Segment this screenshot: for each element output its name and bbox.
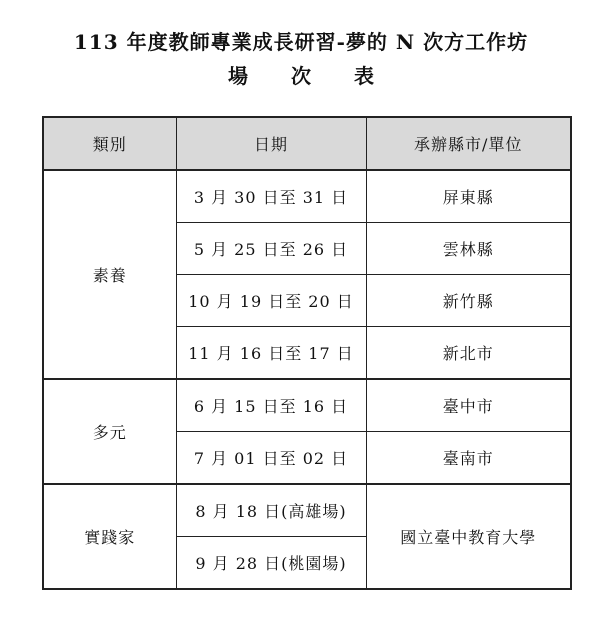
host-cell: 臺中市	[366, 379, 571, 432]
host-cell: 屏東縣	[366, 170, 571, 223]
date-cell: 9 月 28 日(桃園場)	[176, 537, 366, 590]
host-cell: 臺南市	[366, 432, 571, 485]
host-cell: 新北市	[366, 327, 571, 380]
header-date: 日期	[176, 117, 366, 170]
header-host: 承辦縣市/單位	[366, 117, 571, 170]
date-cell: 8 月 18 日(高雄場)	[176, 484, 366, 537]
date-cell: 5 月 25 日至 26 日	[176, 223, 366, 275]
document-subtitle: 場 次 表	[228, 64, 392, 88]
host-cell: 新竹縣	[366, 275, 571, 327]
date-cell: 7 月 01 日至 02 日	[176, 432, 366, 485]
date-cell: 10 月 19 日至 20 日	[176, 275, 366, 327]
header-category: 類別	[43, 117, 176, 170]
category-cell: 素養	[43, 170, 176, 379]
category-cell: 多元	[43, 379, 176, 484]
header-row	[43, 117, 571, 170]
host-cell: 雲林縣	[366, 223, 571, 275]
schedule-table	[42, 116, 572, 590]
document-title: 113 年度教師專業成長研習-夢的 N 次方工作坊	[73, 30, 529, 54]
category-cell: 實踐家	[43, 484, 176, 589]
table-row	[43, 484, 571, 537]
date-cell: 6 月 15 日至 16 日	[176, 379, 366, 432]
table-row	[43, 379, 571, 432]
host-cell: 國立臺中教育大學	[366, 484, 571, 589]
table-row	[43, 170, 571, 223]
date-cell: 11 月 16 日至 17 日	[176, 327, 366, 380]
date-cell: 3 月 30 日至 31 日	[176, 170, 366, 223]
